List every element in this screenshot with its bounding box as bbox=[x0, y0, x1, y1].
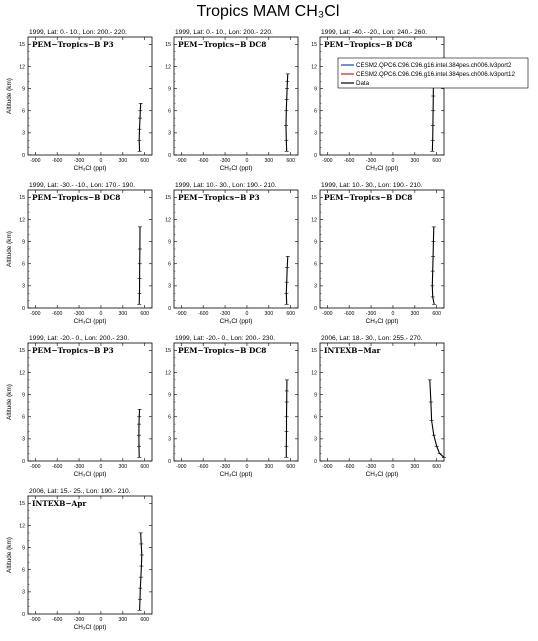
panel-title: 1999, Lat: -30.- -10., Lon: 170.- 190. bbox=[29, 182, 135, 189]
x-tick-label: -600 bbox=[343, 311, 355, 317]
panel-label: INTEXB−Apr bbox=[32, 499, 87, 508]
x-tick-label: -600 bbox=[197, 464, 209, 470]
y-tick-label: 3 bbox=[22, 436, 25, 443]
y-tick-label: 6 bbox=[22, 414, 25, 421]
panel-label: PEM−Tropics−B DC8 bbox=[324, 193, 413, 202]
panel-5 bbox=[165, 182, 298, 325]
figure-title: Tropics MAM CH₃Cl bbox=[196, 3, 340, 20]
y-axis-label: Altitude (km) bbox=[6, 78, 13, 114]
y-tick-label: 15 bbox=[311, 348, 317, 355]
x-axis-label: CH₃Cl (ppt) bbox=[73, 624, 107, 631]
x-tick-label: 600 bbox=[432, 464, 442, 470]
y-tick-label: 0 bbox=[168, 152, 171, 159]
x-tick-label: 0 bbox=[99, 158, 103, 164]
x-axis-label: CH₃Cl (ppt) bbox=[73, 471, 107, 478]
y-tick-label: 3 bbox=[314, 283, 317, 290]
series-line-data bbox=[140, 533, 142, 610]
panel-label: PEM−Tropics−B DC8 bbox=[178, 346, 267, 355]
panel-label: PEM−Tropics−B P3 bbox=[32, 346, 114, 355]
x-tick-label: 600 bbox=[140, 311, 150, 317]
y-axis-label: Altitude (km) bbox=[6, 537, 13, 573]
x-tick-label: 300 bbox=[118, 464, 128, 470]
x-tick-label: -600 bbox=[197, 158, 209, 164]
y-tick-label: 12 bbox=[19, 64, 25, 71]
x-tick-label: 0 bbox=[245, 311, 249, 317]
x-axis-label: CH₃Cl (ppt) bbox=[219, 471, 253, 478]
legend bbox=[338, 58, 528, 88]
panel-title: 2006, Lat: 18.- 30., Lon: 255.- 270. bbox=[321, 335, 423, 342]
x-tick-label: -600 bbox=[51, 464, 63, 470]
panel-title: 1999, Lat: 10.- 30., Lon: 190.- 210. bbox=[175, 182, 277, 189]
panel-9 bbox=[311, 335, 446, 478]
x-tick-label: -600 bbox=[51, 311, 63, 317]
x-axis-label: CH₃Cl (ppt) bbox=[365, 318, 399, 325]
x-tick-label: -900 bbox=[176, 158, 187, 164]
x-tick-label: 0 bbox=[245, 464, 249, 470]
legend-label: Data bbox=[356, 80, 370, 88]
y-tick-label: 3 bbox=[22, 283, 25, 290]
y-tick-label: 15 bbox=[165, 42, 171, 49]
x-tick-label: 300 bbox=[264, 464, 274, 470]
x-tick-label: -300 bbox=[365, 311, 377, 317]
plot-frame bbox=[320, 190, 444, 308]
panel-title: 1999, Lat: -20.- 0., Lon: 200.- 230. bbox=[175, 335, 276, 342]
y-tick-label: 3 bbox=[314, 130, 317, 137]
y-tick-label: 0 bbox=[168, 305, 171, 312]
x-tick-label: -600 bbox=[343, 464, 355, 470]
series-line-data bbox=[286, 74, 288, 151]
y-tick-label: 15 bbox=[19, 195, 25, 202]
y-tick-label: 0 bbox=[314, 152, 317, 159]
x-tick-label: 600 bbox=[140, 464, 150, 470]
panel-label: PEM−Tropics−B DC8 bbox=[324, 40, 413, 49]
panel-title: 2006, Lat: 15.- 25., Lon: 190.- 210. bbox=[29, 488, 131, 495]
y-tick-label: 6 bbox=[168, 261, 171, 268]
panel-label: PEM−Tropics−B DC8 bbox=[32, 193, 121, 202]
x-tick-label: 0 bbox=[99, 617, 103, 623]
panel-3 bbox=[311, 29, 444, 172]
y-tick-label: 9 bbox=[168, 86, 171, 93]
y-tick-label: 3 bbox=[168, 436, 171, 443]
y-tick-label: 12 bbox=[311, 64, 317, 71]
x-tick-label: -900 bbox=[30, 617, 41, 623]
y-tick-label: 15 bbox=[165, 195, 171, 202]
y-tick-label: 0 bbox=[168, 458, 171, 465]
x-tick-label: 300 bbox=[410, 311, 420, 317]
panel-10 bbox=[6, 488, 152, 631]
y-tick-label: 15 bbox=[311, 42, 317, 49]
y-tick-label: 0 bbox=[314, 458, 317, 465]
y-tick-label: 15 bbox=[19, 42, 25, 49]
plot-frame bbox=[28, 190, 152, 308]
panel-2 bbox=[165, 29, 298, 172]
panel-label: PEM−Tropics−B DC8 bbox=[178, 40, 267, 49]
x-axis-label: CH₃Cl (ppt) bbox=[219, 318, 253, 325]
y-axis-label: Altitude (km) bbox=[6, 231, 13, 267]
panels-group bbox=[6, 29, 446, 631]
y-tick-label: 6 bbox=[168, 414, 171, 421]
x-tick-label: 300 bbox=[264, 158, 274, 164]
panel-8 bbox=[165, 335, 298, 478]
y-tick-label: 9 bbox=[314, 86, 317, 93]
y-tick-label: 0 bbox=[22, 152, 25, 159]
plot-frame bbox=[28, 37, 152, 155]
x-tick-label: 600 bbox=[432, 311, 442, 317]
y-tick-label: 9 bbox=[168, 239, 171, 246]
y-tick-label: 9 bbox=[168, 392, 171, 399]
panel-1 bbox=[6, 29, 152, 172]
x-tick-label: -900 bbox=[322, 311, 333, 317]
x-tick-label: 300 bbox=[118, 617, 128, 623]
y-tick-label: 9 bbox=[22, 239, 25, 246]
x-tick-label: -300 bbox=[365, 464, 377, 470]
y-axis-label: Altitude (km) bbox=[6, 384, 13, 420]
x-axis-label: CH₃Cl (ppt) bbox=[73, 165, 107, 172]
x-tick-label: -300 bbox=[73, 158, 85, 164]
x-axis-label: CH₃Cl (ppt) bbox=[73, 318, 107, 325]
x-tick-label: 0 bbox=[391, 158, 395, 164]
y-tick-label: 12 bbox=[311, 370, 317, 377]
x-tick-label: 0 bbox=[245, 158, 249, 164]
x-tick-label: -300 bbox=[73, 617, 85, 623]
x-tick-label: 600 bbox=[432, 158, 442, 164]
series-line-data bbox=[430, 380, 444, 457]
y-tick-label: 9 bbox=[22, 545, 25, 552]
x-axis-label: CH₃Cl (ppt) bbox=[219, 165, 253, 172]
x-tick-label: 600 bbox=[286, 464, 296, 470]
series-line-data bbox=[432, 227, 434, 304]
panel-title: 1999, Lat: 0.- 10., Lon: 200.- 220. bbox=[175, 29, 273, 36]
x-tick-label: -600 bbox=[343, 158, 355, 164]
x-tick-label: 0 bbox=[99, 311, 103, 317]
panel-7 bbox=[6, 335, 152, 478]
x-tick-label: -900 bbox=[30, 311, 41, 317]
y-tick-label: 15 bbox=[19, 348, 25, 355]
plot-frame bbox=[320, 343, 444, 461]
x-tick-label: 300 bbox=[118, 311, 128, 317]
plot-frame bbox=[320, 37, 444, 155]
x-tick-label: -300 bbox=[219, 158, 231, 164]
x-tick-label: 300 bbox=[264, 311, 274, 317]
y-tick-label: 9 bbox=[22, 392, 25, 399]
x-tick-label: 0 bbox=[391, 464, 395, 470]
y-tick-label: 6 bbox=[314, 414, 317, 421]
y-tick-label: 0 bbox=[22, 305, 25, 312]
x-tick-label: -300 bbox=[365, 158, 377, 164]
x-tick-label: -900 bbox=[322, 158, 333, 164]
panel-label: INTEXB−Mar bbox=[324, 346, 381, 355]
y-tick-label: 9 bbox=[314, 239, 317, 246]
panel-4 bbox=[6, 182, 152, 325]
x-tick-label: 600 bbox=[286, 158, 296, 164]
panel-6 bbox=[311, 182, 444, 325]
x-tick-label: -900 bbox=[176, 311, 187, 317]
y-tick-label: 6 bbox=[314, 108, 317, 115]
y-tick-label: 12 bbox=[19, 523, 25, 530]
x-tick-label: 0 bbox=[391, 311, 395, 317]
panel-title: 1999, Lat: 10.- 30., Lon: 190.- 210. bbox=[321, 182, 423, 189]
panel-title: 1999, Lat: -40.- -20., Lon: 240.- 260. bbox=[321, 29, 427, 36]
x-tick-label: 300 bbox=[118, 158, 128, 164]
y-tick-label: 0 bbox=[22, 611, 25, 618]
x-tick-label: -900 bbox=[322, 464, 333, 470]
x-tick-label: -600 bbox=[51, 158, 63, 164]
x-tick-label: 600 bbox=[140, 158, 150, 164]
y-tick-label: 6 bbox=[314, 261, 317, 268]
y-tick-label: 3 bbox=[22, 130, 25, 137]
x-axis-label: CH₃Cl (ppt) bbox=[365, 165, 399, 172]
x-tick-label: 0 bbox=[99, 464, 103, 470]
panel-title: 1999, Lat: 0.- 10., Lon: 200.- 220. bbox=[29, 29, 127, 36]
x-tick-label: -900 bbox=[30, 464, 41, 470]
x-tick-label: 300 bbox=[410, 158, 420, 164]
y-tick-label: 12 bbox=[165, 64, 171, 71]
y-tick-label: 15 bbox=[19, 501, 25, 508]
y-tick-label: 3 bbox=[168, 130, 171, 137]
panel-label: PEM−Tropics−B P3 bbox=[32, 40, 114, 49]
legend-label: CESM2.QPC6.C96.C96.g16.intel.384pes.ch006.lv3port12 bbox=[356, 71, 515, 79]
y-tick-label: 6 bbox=[22, 567, 25, 574]
plot-frame bbox=[174, 190, 298, 308]
x-tick-label: 600 bbox=[140, 617, 150, 623]
x-axis-label: CH₃Cl (ppt) bbox=[365, 471, 399, 478]
x-tick-label: 600 bbox=[286, 311, 296, 317]
y-tick-label: 12 bbox=[19, 370, 25, 377]
x-tick-label: -300 bbox=[219, 311, 231, 317]
x-tick-label: -300 bbox=[73, 464, 85, 470]
y-tick-label: 6 bbox=[168, 108, 171, 115]
series-line-data bbox=[286, 380, 287, 457]
panel-title: 1999, Lat: -20.- 0., Lon: 200.- 230. bbox=[29, 335, 130, 342]
y-tick-label: 9 bbox=[22, 86, 25, 93]
plot-frame bbox=[174, 37, 298, 155]
x-tick-label: -900 bbox=[176, 464, 187, 470]
series-line-data bbox=[139, 227, 140, 304]
plot-frame bbox=[28, 343, 152, 461]
x-tick-label: -600 bbox=[197, 311, 209, 317]
y-tick-label: 15 bbox=[311, 195, 317, 202]
y-tick-label: 6 bbox=[22, 261, 25, 268]
y-tick-label: 12 bbox=[19, 217, 25, 224]
plot-frame bbox=[28, 496, 152, 614]
legend-label: CESM2.QPC6.C96.C96.g16.intel.384pes.ch006.lv3port2 bbox=[356, 62, 512, 70]
plot-frame bbox=[174, 343, 298, 461]
y-tick-label: 12 bbox=[165, 217, 171, 224]
y-tick-label: 3 bbox=[22, 589, 25, 596]
y-tick-label: 15 bbox=[165, 348, 171, 355]
panel-label: PEM−Tropics−B P3 bbox=[178, 193, 260, 202]
y-tick-label: 6 bbox=[22, 108, 25, 115]
y-tick-label: 0 bbox=[314, 305, 317, 312]
x-tick-label: -300 bbox=[73, 311, 85, 317]
y-tick-label: 9 bbox=[314, 392, 317, 399]
y-tick-label: 12 bbox=[165, 370, 171, 377]
x-tick-label: 300 bbox=[410, 464, 420, 470]
series-line-data bbox=[286, 256, 288, 304]
y-tick-label: 3 bbox=[314, 436, 317, 443]
y-tick-label: 3 bbox=[168, 283, 171, 290]
y-tick-label: 0 bbox=[22, 458, 25, 465]
y-tick-label: 12 bbox=[311, 217, 317, 224]
x-tick-label: -300 bbox=[219, 464, 231, 470]
x-tick-label: -600 bbox=[51, 617, 63, 623]
x-tick-label: -900 bbox=[30, 158, 41, 164]
